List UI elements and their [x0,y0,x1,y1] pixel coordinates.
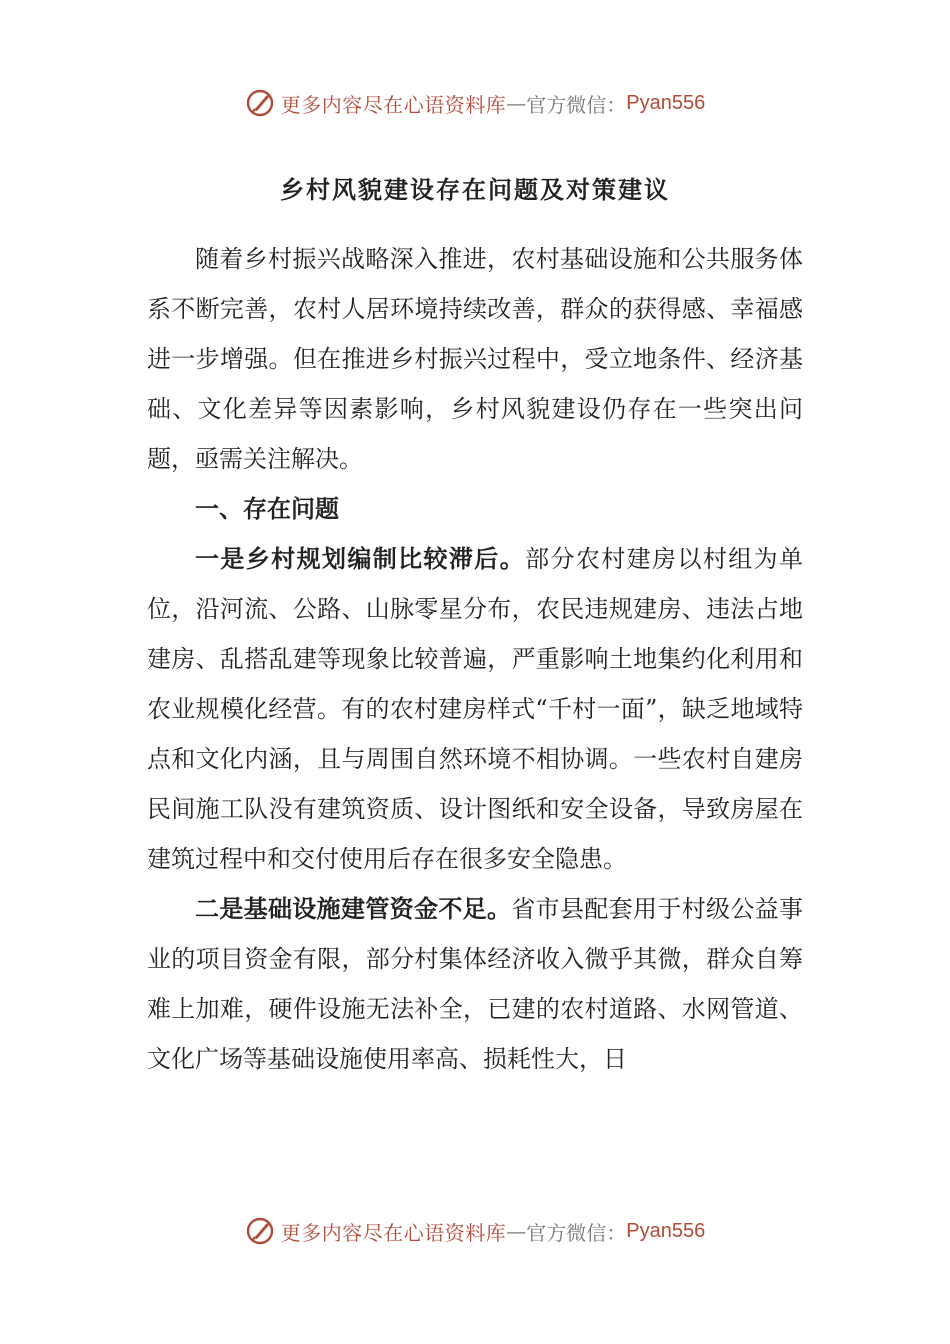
section-heading: 一、存在问题 [195,494,339,523]
banner-dash: — [506,1219,527,1243]
item-lead-1: 一是乡村规划编制比较滞后。 [195,544,526,573]
banner-main-text: 更多内容尽在心语资料库 [280,1220,507,1245]
intro-paragraph: 随着乡村振兴战略深入推进，农村基础设施和公共服务体系不断完善，农村人居环境持续改善，群众的获得感、幸福感进一步增强。但在推进乡村振兴过程中，受立地条件、经济基础、文化差异等因素影响，乡村风貌建设仍存在一些突出问题，亟需关注解决。 [147,245,803,473]
item-lead-2: 二是基础设施建管资金不足。 [195,894,512,923]
banner-main-text: 更多内容尽在心语资料库 [280,92,507,117]
banner-wechat-label: 官方微信： [526,1220,627,1245]
item-paragraph-1 [147,534,803,884]
banner-dash: — [506,91,527,115]
banner-wechat-id: Pyan556 [626,91,706,114]
banner-wechat-id: Pyan556 [626,1219,706,1242]
header-banner [0,81,950,125]
banner-wechat-label: 官方微信： [526,92,627,117]
feather-pen-logo-icon [245,1216,275,1246]
item-body-1: 部分农村建房以村组为单位，沿河流、公路、山脉零星分布，农民违规建房、违法占地建房、乱搭乱建等现象比较普遍，严重影响土地集约化利用和农业规模化经营。有的农村建房样式“千村一面”，缺乏地域特点和文化内涵，且与周围自然环境不相协调。一些农村自建房民间施工队没有建筑资质、设计图纸和安全设备，导致房屋在建筑过程中和交付使用后存在很多安全隐患。 [147,545,804,873]
feather-pen-logo-icon [245,88,275,118]
document-body [147,234,803,1084]
footer-banner [0,1209,950,1253]
document-title: 乡村风貌建设存在问题及对策建议 [280,175,670,204]
item-paragraph-2 [147,884,803,1084]
item-body-2: 省市县配套用于村级公益事业的项目资金有限，部分村集体经济收入微乎其微，群众自筹难上加难，硬件设施无法补全，已建的农村道路、水网管道、文化广场等基础设施使用率高、损耗性大，日 [147,895,804,1073]
